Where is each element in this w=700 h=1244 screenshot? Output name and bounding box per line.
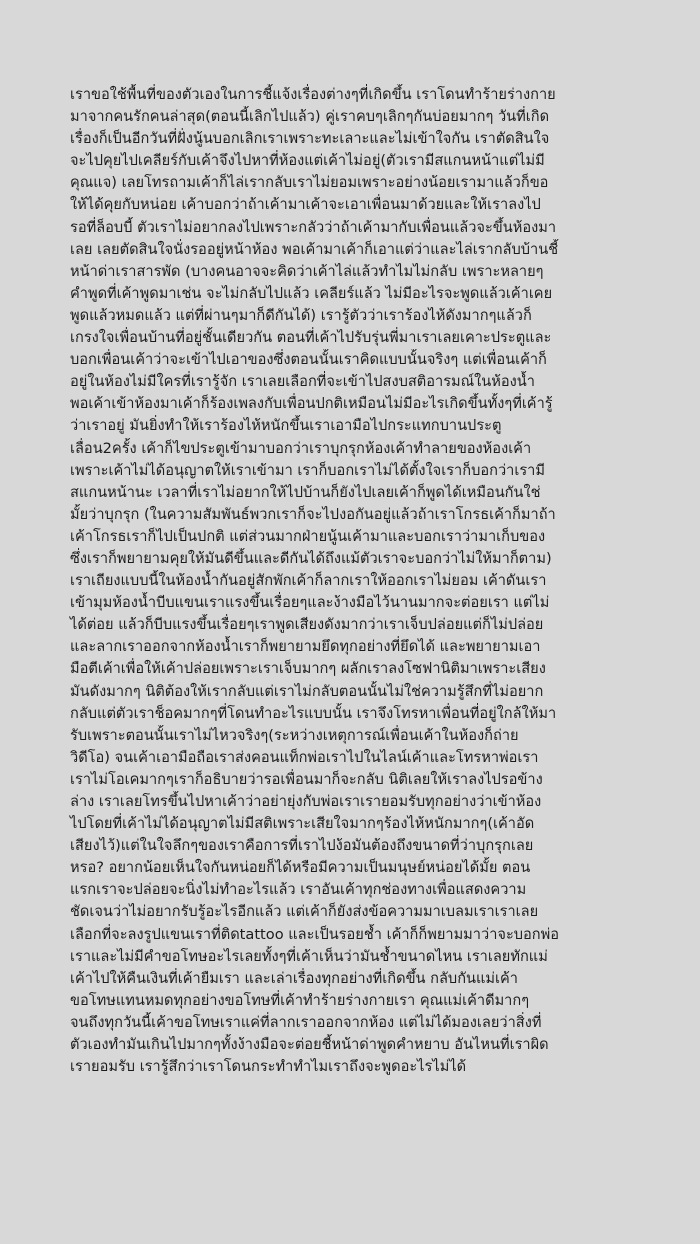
- story-line: และลากเราออกจากห้องน้ำเราก็พยายามยึดทุกอย่างที่ยึดได้ และพยายามเอา: [70, 638, 541, 656]
- story-line: เลื่อน2ครั้ง เค้าก็ไขประตูเข้ามาบอกว่าเราบุกรุกห้องเค้าทำลายของห้องเค้า: [70, 439, 532, 457]
- story-line: เค้าไปให้คืนเงินที่เค้ายืมเรา และเล่าเรื่องทุกอย่างที่เกิดขึ้น กลับกันแม่เค้า: [70, 969, 518, 987]
- story-line: ได้ต่อย แล้วก็บีบแรงขึ้นเรื่อยๆเราพูดเสียงดังมากว่าเราเจ็บปล่อยแต่ก็ไม่ปล่อย: [70, 616, 544, 634]
- story-line: รอที่ล็อบบี้ ตัวเราไม่อยากลงไปเพราะกลัวว่าถ้าเค้ามากับเพื่อนแล้วจะขึ้นห้องมา: [70, 218, 557, 236]
- story-line: ขอโทษแทนหมดทุกอย่างขอโทษที่เค้าทำร้ายร่างกายเรา คุณแม่เค้าดีมากๆ: [70, 991, 530, 1009]
- story-line: เลย เลยตัดสินใจนั่งรออยู่หน้าห้อง พอเค้ามาเค้าก็เอาแต่ว่าและไล่เรากลับบ้านชี้: [70, 240, 559, 258]
- story-line: บอกเพื่อนเค้าว่าจะเข้าไปเอาของซึ่งตอนนั้นเราคิดแบบนั้นจริงๆ แต่เพื่อนเค้าก็: [70, 351, 547, 369]
- story-line: สแกนหน้านะ เวลาที่เราไม่อยากให้ไปบ้านก็ยังไปเลยเค้าก็พูดได้เหมือนกันใช่: [70, 483, 541, 501]
- story-line: เรายอมรับ เรารู้สึกว่าเราโดนกระทำทำไมเราถึงจะพูดอะไรไม่ได้: [70, 1058, 467, 1076]
- story-line: หรอ? อยากน้อยเห็นใจกันหน่อยก็ได้หรือมีความเป็นมนุษย์หน่อยได้มั้ย ตอน: [70, 859, 531, 877]
- story-line: วิดีโอ) จนเค้าเอามือถือเราส่งคอนแท็กพ่อเราไปในไลน์เค้าและโทรหาพ่อเรา: [70, 748, 539, 766]
- story-text-block: [0, 84, 700, 1100]
- story-line: มันดังมากๆ นิติต้องให้เรากลับแต่เราไม่กลับตอนนั้นไม่ใช่ความรู้สึกที่ไม่อยาก: [70, 682, 544, 700]
- story-line: เกรงใจเพื่อนบ้านที่อยู่ชั้นเดียวกัน ตอนที่เค้าไปรับรุ่นพี่มาเราเลยเคาะประตูและ: [70, 329, 552, 347]
- story-line: ไปโดยที่เค้าไม่ได้อนุญาตไม่มีสติเพราะเสียใจมากๆร้องไห้หนักมากๆ(เค้าอัด: [70, 815, 535, 833]
- story-line: เราและไม่มีคำขอโทษอะไรเลยทั้งๆที่เค้าเห็นว่ามันช้ำขนาดไหน เราเลยทักแม่: [70, 947, 548, 965]
- story-line: รับเพราะตอนนั้นเราไม่ไหวจริงๆ(ระหว่างเหตุการณ์เพื่อนเค้าในห้องก็ถ่าย: [70, 726, 519, 744]
- story-line: พอเค้าเข้าห้องมาเค้าก็ร้องเพลงกับเพื่อนปกติเหมือนไม่มีอะไรเกิดขึ้นทั้งๆที่เค้ารู้: [70, 395, 553, 413]
- story-line: ซึ่งเราก็พยายามคุยให้มันดีขึ้นและดีกันได้ถึงแม้ตัวเราจะบอกว่าไม่ให้มาก็ตาม): [70, 549, 552, 567]
- story-line: หน้าด่าเราสารพัด (บางคนอาจจะคิดว่าเค้าไล่แล้วทำไมไม่กลับ เพราะหลายๆ: [70, 262, 544, 280]
- story-line: กลับแต่ตัวเราช็อคมากๆที่โดนทำอะไรแบบนั้น เราจึงโทรหาเพื่อนที่อยู่ใกล้ให้มา: [70, 704, 557, 722]
- story-line: พูดแล้วหมดแล้ว แต่ที่ผ่านๆมาก็ดีกันได้) เรารู้ตัวว่าเราร้องไห้ดังมากๆแล้วก็: [70, 306, 532, 324]
- story-line: ให้ได้คุยกับหน่อย เค้าบอกว่าถ้าเค้ามาเค้าจะเอาเพื่อนมาด้วยและให้เราลงไป: [70, 196, 541, 214]
- story-line: มาจากคนรักคนล่าสุด(ตอนนี้เลิกไปแล้ว) คู่เราคบๆเลิกๆกันบ่อยมากๆ วันที่เกิด: [70, 108, 550, 126]
- story-line: มั้ยว่าบุกรุก (ในความสัมพันธ์พวกเราก็จะไปงอกันอยู่แล้วถ้าเราโกรธเค้าก็มาถ้า: [70, 505, 556, 523]
- story-line: คำพูดที่เค้าพูดมาเช่น จะไม่กลับไปแล้ว เคลียร์แล้ว ไม่มีอะไรจะพูดแล้วเค้าเคย: [70, 284, 553, 302]
- story-line: เสียงไว้)แต่ในใจลึกๆของเราคือการที่เราไปง้อมันต้องถึงขนาดที่ว่าบุกรุกเลย: [70, 837, 534, 855]
- story-line: ตัวเองทำมันเกินไปมากๆทั้งง้างมือจะต่อยชี้หน้าด่าพูดคำหยาบ อันไหนที่เราผิด: [70, 1036, 549, 1054]
- story-line: ว่าเราอยู่ มันยิ่งทำให้เราร้องไห้หนักขึ้นเราเอามือไปกระแทกบานประตู: [70, 417, 502, 435]
- story-line: เข้ามุมห้องน้ำบีบแขนเราแรงขึ้นเรื่อยๆและง้างมือไว้นานมากจะต่อยเรา แต่ไม่: [70, 594, 550, 612]
- story-line: จนถึงทุกวันนี้เค้าขอโทษเราแค่ที่ลากเราออกจากห้อง แต่ไม่ได้มองเลยว่าสิ่งที่: [70, 1013, 542, 1031]
- story-line: อยู่ในห้องไม่มีใครที่เรารู้จัก เราเลยเลือกที่จะเข้าไปสงบสติอารมณ์ในห้องน้ำ: [70, 373, 535, 391]
- story-line: เพราะเค้าไม่ได้อนุญาตให้เราเข้ามา เราก็บอกเราไม่ได้ตั้งใจเราก็บอกว่าเรามี: [70, 461, 545, 479]
- story-line: มือตีเค้าเพื่อให้เค้าปล่อยเพราะเราเจ็บมากๆ ผลักเราลงโซฟานิติมาเพราะเสียง: [70, 660, 546, 678]
- story-line: [0, 1078, 700, 1100]
- story-line: แรกเราจะปล่อยจะนิ่งไม่ทำอะไรแล้ว เราอันเค้าทุกช่องทางเพื่อแสดงความ: [70, 881, 527, 899]
- story-line: คุณแจ) เลยโทรถามเค้าก็ไล่เรากลับเราไม่ยอมเพราะอย่างน้อยเรามาแล้วก็ขอ: [70, 174, 549, 192]
- story-line: เราไม่โอเคมากๆเราก็อธิบายว่ารอเพื่อนมาก็จะกลับ นิติเลยให้เราลงไปรอข้าง: [70, 770, 543, 788]
- story-line: เราเถียงแบบนี้ในห้องน้ำกันอยู่สักพักเค้าก็ลากเราให้ออกเราไม่ยอม เค้าดันเรา: [70, 572, 547, 590]
- story-line: ล่าง เราเลยโทรขึ้นไปหาเค้าว่าอย่ายุ่งกับพ่อเราเรายอมรับทุกอย่างว่าเข้าห้อง: [70, 793, 542, 810]
- story-line: เลือกที่จะลงรูปแขนเราที่ติดtattoo และเป็นรอยช้ำ เค้าก็ก็พยามมาว่าจะบอกพ่อ: [70, 925, 560, 943]
- story-line: เค้าโกรธเราก็ไปเป็นปกติ แต่ส่วนมากฝ่ายนู้นเค้ามาและบอกเราว่ามาเก็บของ: [70, 527, 546, 545]
- story-line: เราขอใช้พื้นที่ของตัวเองในการชี้แจ้งเรื่องต่างๆที่เกิดขึ้น เราโดนทำร้ายร่างกาย: [70, 86, 556, 103]
- story-line: จะไปคุยไปเคลียร์กับเค้าจึงไปหาที่ห้องแต่เค้าไม่อยู่(ตัวเรามีสแกนหน้าแต่ไม่มี: [70, 152, 545, 170]
- story-line: เรื่องก็เป็นอีกวันที่ฝั่งนู้นบอกเลิกเราเพราะทะเลาะและไม่เข้าใจกัน เราตัดสินใจ: [70, 130, 550, 148]
- story-line: ชัดเจนว่าไม่อยากรับรู้อะไรอีกแล้ว แต่เค้าก็ยังส่งข้อความมาเบลมเราเราเลย: [70, 903, 539, 921]
